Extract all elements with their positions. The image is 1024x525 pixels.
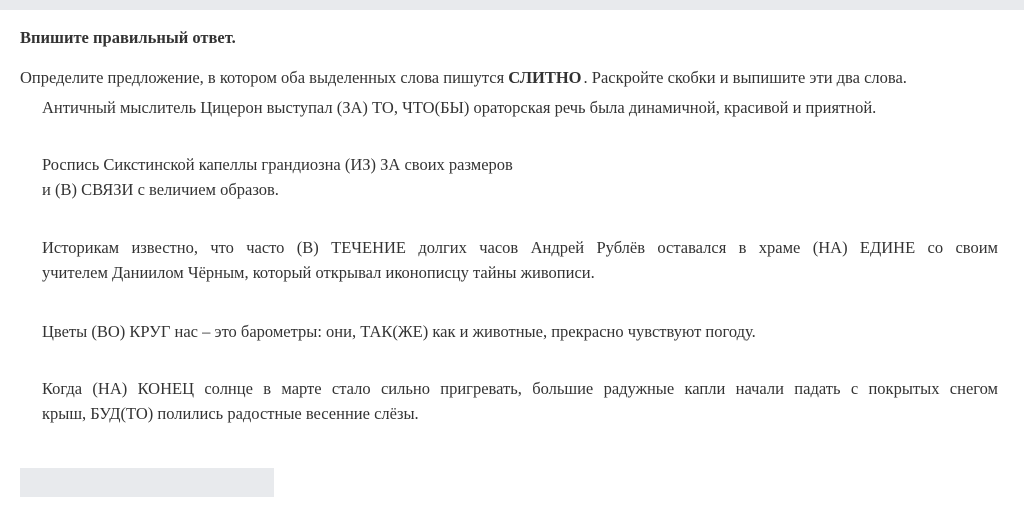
option-line: и (В) СВЯЗИ с величием образов.: [42, 180, 279, 199]
option-line: Роспись Сикстинской капеллы грандиозна (ИЗ) ЗА своих размеров: [42, 155, 513, 174]
option-sentence-4: [42, 319, 998, 344]
option-line: Когда (НА) КОНЕЦ солнце в марте стало сильно пригревать, большие радужные капли начали падать с покрытых снегом: [42, 379, 998, 398]
option-line: Историкам известно, что часто (В) ТЕЧЕНИЕ долгих часов Андрей Рублёв оставался в храме (НА) ЕДИНЕ со своим: [42, 238, 998, 257]
question-emphasis: СЛИТНО: [508, 68, 582, 87]
option-line: Античный мыслитель Цицерон выступал (ЗА) ТО, ЧТО(БЫ) ораторская речь была динамичной, красивой и приятной.: [42, 98, 877, 117]
option-sentence-1: [42, 95, 998, 120]
answer-input[interactable]: [20, 468, 274, 497]
top-bar: [0, 0, 1024, 10]
task-instruction: Впишите правильный ответ.: [20, 28, 236, 47]
option-line: Цветы (ВО) КРУГ нас – это барометры: они, ТАК(ЖЕ) как и животные, прекрасно чувствуют погоду.: [42, 322, 756, 341]
option-line: крыш, БУД(ТО) полились радостные весенние слёзы.: [42, 404, 419, 423]
question-text-end: . Раскройте скобки и выпишите эти два слова.: [583, 68, 907, 87]
task-question: [20, 68, 907, 88]
option-sentence-2: [42, 152, 998, 202]
option-sentence-5: [42, 376, 998, 426]
option-sentence-3: [42, 235, 998, 285]
question-text: Определите предложение, в котором оба выделенных слова пишутся: [20, 68, 505, 87]
option-line: учителем Даниилом Чёрным, который открывал иконописцу тайны живописи.: [42, 263, 595, 282]
